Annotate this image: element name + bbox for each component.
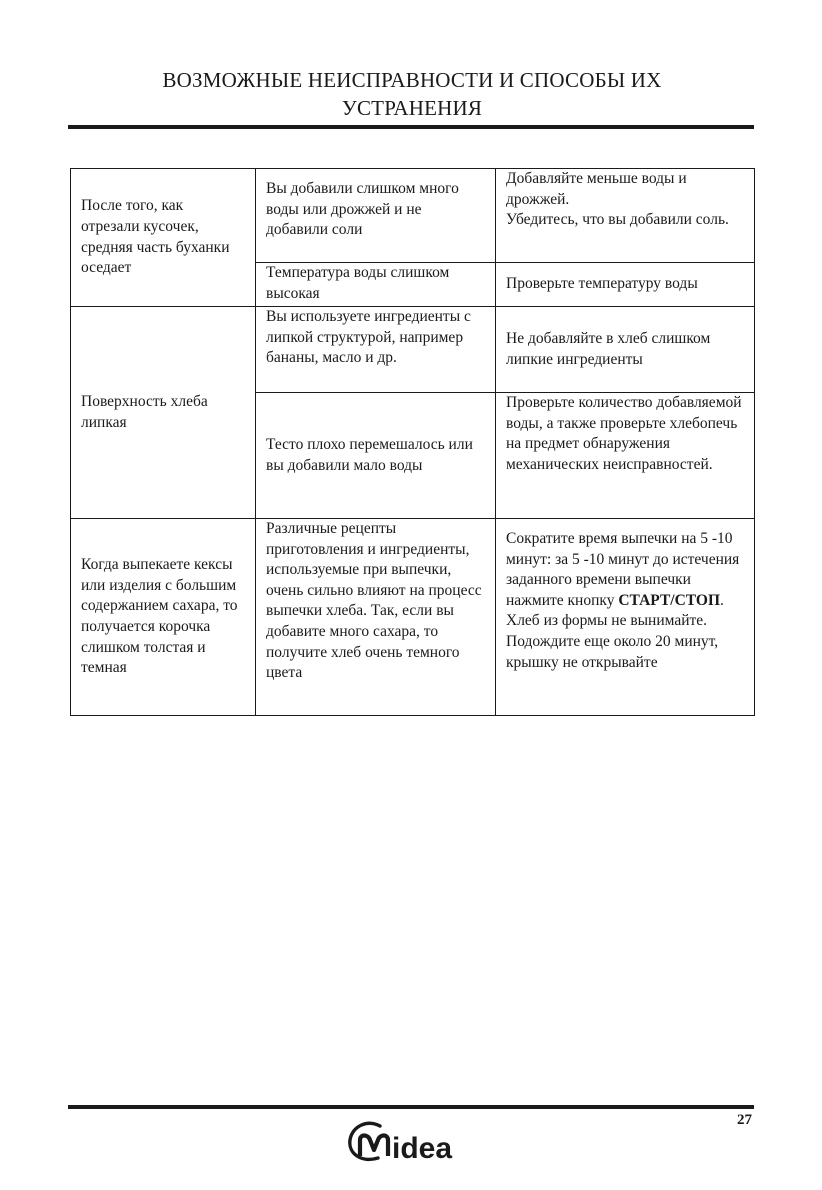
fix-text: . Хлеб из формы не вынимайте. Подождите еще около 20 минут, крышку не открывайте: [506, 591, 724, 671]
fix-text: Добавляйте меньше воды и дрожжей.: [506, 170, 687, 208]
cause-cell: Различные рецепты приготовления и ингредиенты, используемые при выпечки, очень сильно влияют на процесс выпечки хлеба. Так, если вы добавите много сахара, то получите хлеб очень темного цвета: [256, 519, 496, 716]
cause-cell: Вы используете ингредиенты с липкой структурой, например бананы, масло и др.: [256, 307, 496, 393]
fix-cell: Проверьте количество добавляемой воды, а также проверьте хлебопечь на предмет обнаружения механических неисправностей.: [496, 393, 755, 519]
fix-cell: [496, 519, 755, 716]
fix-cell: Не добавляйте в хлеб слишком липкие ингредиенты: [496, 307, 755, 393]
midea-logo: [346, 1118, 476, 1166]
fix-cell: [496, 169, 755, 263]
fix-text: Сократите время выпечки на 5 -10 минут: за 5 -10 минут до истечения заданного времени выпечки нажмите кнопку: [506, 530, 740, 609]
table-row: [71, 519, 755, 716]
fix-cell: Проверьте температуру воды: [496, 263, 755, 307]
fix-text: Убедитесь, что вы добавили соль.: [506, 211, 729, 229]
logo-m-icon: [360, 1136, 388, 1157]
page-title-line-1: ВОЗМОЖНЫЕ НЕИСПРАВНОСТИ И СПОСОБЫ ИХ: [162, 68, 662, 92]
logo-wordmark: idea: [392, 1132, 453, 1165]
symptom-cell: После того, как отрезали кусочек, средняя часть буханки оседает: [71, 169, 256, 307]
cause-cell: Тесто плохо перемешалось или вы добавили мало воды: [256, 393, 496, 519]
cause-cell: Вы добавили слишком много воды или дрожжей и не добавили соли: [256, 169, 496, 263]
page-number: 27: [737, 1112, 752, 1128]
footer-divider: [68, 1105, 754, 1109]
troubleshooting-table: [70, 168, 755, 716]
start-stop-button-label: СТАРТ/СТОП: [618, 591, 721, 609]
cause-cell: Температура воды слишком высокая: [256, 263, 496, 307]
header-divider: [68, 125, 754, 129]
table-row: [71, 307, 755, 393]
symptom-cell: Поверхность хлеба липкая: [71, 307, 256, 519]
symptom-cell: Когда выпекаете кексы или изделия с большим содержанием сахара, то получается корочка слишком толстая и темная: [71, 519, 256, 716]
page-title: [70, 66, 754, 122]
page-title-line-2: УСТРАНЕНИЯ: [341, 96, 483, 120]
table-row: [71, 169, 755, 263]
